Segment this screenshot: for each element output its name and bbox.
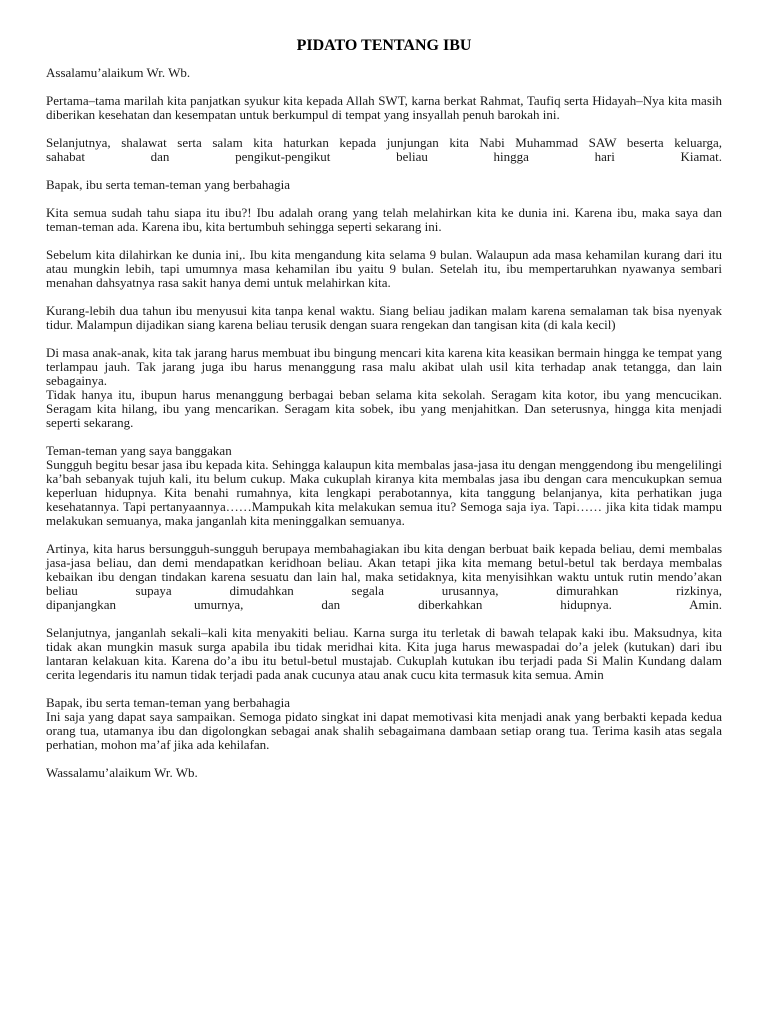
paragraph-line: Selanjutnya, janganlah sekali–kali kita menyakiti beliau. Karna surga itu terletak di bawah telapak kaki ibu. Maksudnya, kita tidak akan mungkin masuk surga apabila ibu tidak meridhai kita. Kita juga harus mewaspadai do’a jelek (kutukan) dari ibu lantaran kelakuan kita. Karena do’a ibu itu betul-betul mustajab. Cukuplah kutukan ibu terjadi pada Si Malin Kundang dalam cerita legendaris itu namun tidak terjadi pada anak cucunya atau anak cucu kita termasuk kita semua. Amin bbox=[46, 625, 722, 682]
paragraph-line: Bapak, ibu serta teman-teman yang berbahagia bbox=[46, 177, 291, 192]
paragraph-line: Kita semua sudah tahu siapa itu ibu?! Ibu adalah orang yang telah melahirkan kita ke dunia ini. Karena ibu, maka saya dan teman-teman ada. Karena ibu, kita bertumbuh sehingga seperti sekarang ini. bbox=[46, 205, 722, 234]
paragraph bbox=[46, 94, 722, 122]
paragraph bbox=[46, 206, 722, 234]
paragraph-line: Teman-teman yang saya banggakan bbox=[46, 443, 232, 458]
paragraph bbox=[46, 696, 722, 752]
paragraph bbox=[46, 626, 722, 682]
paragraph-line: Artinya, kita harus bersungguh-sungguh berupaya membahagiakan ibu kita dengan berbuat baik kepada beliau, demi membalas jasa-jasa beliau, dan demi mendapatkan keridhoan beliau. Akan tetapi jika kita memang betul-betul tak berdaya membalas kebaikan ibu dengan tindakan karena sesuatu dan lain hal, maka setidaknya, kita menyisihkan waktu untuk rutin mendo’akan beliau supaya dimudahkan segala urusannya, dimurahkan rizkinya, bbox=[46, 541, 722, 598]
paragraph bbox=[46, 66, 722, 80]
paragraph-line: Bapak, ibu serta teman-teman yang berbahagia bbox=[46, 695, 291, 710]
paragraph bbox=[46, 248, 722, 290]
paragraph-line: Kurang-lebih dua tahun ibu menyusui kita tanpa kenal waktu. Siang beliau jadikan malam karena semalaman tak bisa nyenyak tidur. Malampun dijadikan siang karena beliau terusik dengan suara rengekan dan tangisan kita (di kala kecil) bbox=[46, 303, 722, 332]
paragraph-line: Sebelum kita dilahirkan ke dunia ini,. Ibu kita mengandung kita selama 9 bulan. Walaupun ada masa kehamilan kurang dari itu atau mungkin lebih, tapi umumnya masa kehamilan ibu yaitu 9 bulan. Setelah itu, ibu mempertaruhkan nyawanya sembari menahan dahsyatnya rasa sakit hanya demi untuk melahirkan kita. bbox=[46, 247, 722, 290]
paragraph bbox=[46, 444, 722, 528]
paragraph-line: Ini saja yang dapat saya sampaikan. Semoga pidato singkat ini dapat memotivasi kita menjadi anak yang berbakti kepada kedua orang tua, utamanya ibu dan digolongkan sebagai anak shalih sebagaimana dambaan setiap orang tua. Terima kasih atas segala perhatian, mohon ma’af jika ada kehilafan. bbox=[46, 709, 722, 752]
paragraph-line: Di masa anak-anak, kita tak jarang harus membuat ibu bingung mencari kita karena kita keasikan bermain hingga ke tempat yang terlampau jauh. Tak jarang juga ibu harus menanggung rasa malu akibat ulah usil kita terhadap anak tetangga, dan lain sebagainya. bbox=[46, 345, 722, 388]
document-body bbox=[46, 66, 722, 780]
paragraph-line: Wassalamu’alaikum Wr. Wb. bbox=[46, 765, 198, 780]
paragraph bbox=[46, 304, 722, 332]
paragraph bbox=[46, 542, 722, 612]
paragraph-line: Tidak hanya itu, ibupun harus menanggung berbagai beban selama kita sekolah. Seragam kita kotor, ibu yang mencucikan. Seragam kita hilang, ibu yang mencarikan. Seragam kita sobek, ibu yang menjahitkan. Dan seterusnya, hingga kita menjadi seperti sekarang. bbox=[46, 387, 722, 430]
paragraph bbox=[46, 346, 722, 430]
paragraph-line: dipanjangkan umurnya, dan diberkahkan hidupnya. Amin. bbox=[46, 597, 722, 612]
paragraph bbox=[46, 136, 722, 164]
paragraph bbox=[46, 178, 722, 192]
paragraph bbox=[46, 766, 722, 780]
page-title: PIDATO TENTANG IBU bbox=[296, 37, 472, 54]
paragraph-line: Pertama–tama marilah kita panjatkan syukur kita kepada Allah SWT, karna berkat Rahmat, Taufiq serta Hidayah–Nya kita masih diberikan kesehatan dan kesempatan untuk berkumpul di tempat yang insyallah penuh barokah ini. bbox=[46, 93, 722, 122]
paragraph-line: Selanjutnya, shalawat serta salam kita haturkan kepada junjungan kita Nabi Muhammad SAW beserta keluarga, bbox=[46, 135, 722, 150]
paragraph-line: Sungguh begitu besar jasa ibu kepada kita. Sehingga kalaupun kita membalas jasa-jasa itu dengan menggendong ibu mengelilingi ka’bah sebanyak tujuh kali, itu belum cukup. Maka cukuplah kiranya kita membalas jasa ibu dengan cara mencukupkan semua keperluan hidupnya. Kita benahi rumahnya, kita lengkapi perabotannya, kita tanggung belanjanya, kita perhatikan juga kesehatannya. Tapi pertanyaannya……Mampukah kita melakukan semua itu? Semoga saja iya. Tapi…… jika kita tidak mampu melakukan semuanya, maka janganlah kita meninggalkan semuanya. bbox=[46, 457, 722, 528]
paragraph-line: sahabat dan pengikut-pengikut beliau hingga hari Kiamat. bbox=[46, 149, 722, 164]
paragraph-line: Assalamu’alaikum Wr. Wb. bbox=[46, 65, 191, 80]
